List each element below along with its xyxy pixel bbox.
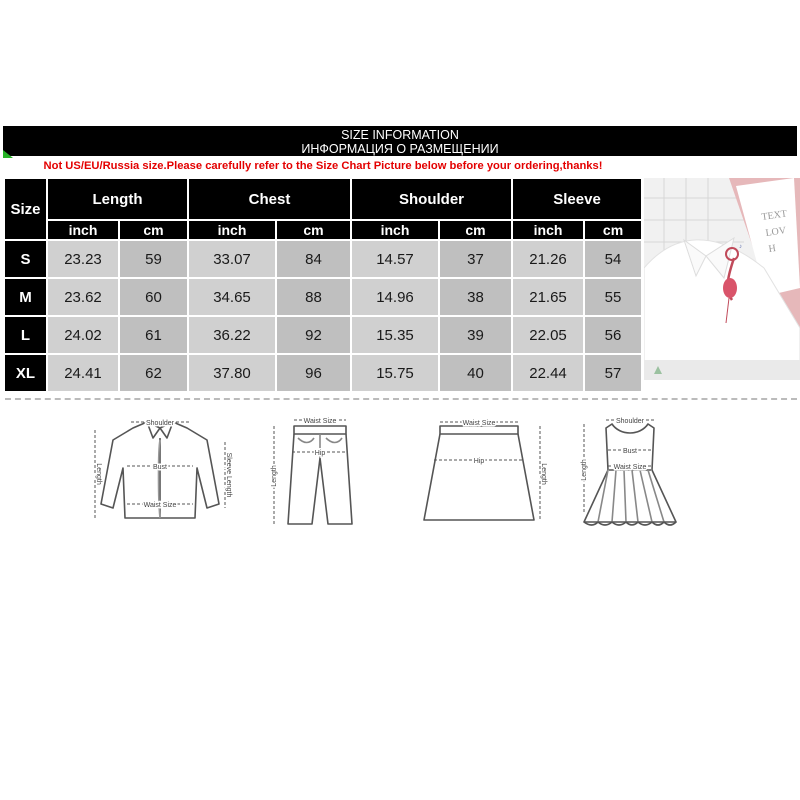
header-title-en: SIZE INFORMATION: [341, 128, 459, 142]
skirt-waist-label: Waist Size: [462, 420, 496, 427]
unit-header: cm: [119, 220, 188, 240]
table-cell: 60: [119, 278, 188, 316]
pants-diagram: [262, 412, 372, 532]
table-cell: 37: [439, 240, 512, 278]
table-cell: 24.41: [47, 354, 119, 392]
size-info-header: [3, 126, 797, 156]
sleeve-column-header: Sleeve: [512, 178, 642, 220]
table-cell: 23.23: [47, 240, 119, 278]
pants-length-label: Length: [271, 465, 278, 487]
chest-column-header: Chest: [188, 178, 351, 220]
unit-header: cm: [584, 220, 642, 240]
table-cell: 62: [119, 354, 188, 392]
table-cell: 96: [276, 354, 351, 392]
dress-waist-label: Waist Size: [613, 464, 647, 471]
shoulder-column-header: Shoulder: [351, 178, 512, 220]
table-cell: 22.05: [512, 316, 584, 354]
pants-waist-label: Waist Size: [303, 418, 337, 425]
shirt-waist-label: Waist Size: [143, 502, 177, 509]
table-cell: 14.96: [351, 278, 439, 316]
table-cell: 59: [119, 240, 188, 278]
table-cell: 40: [439, 354, 512, 392]
table-cell: 55: [584, 278, 642, 316]
table-unit-row: [4, 220, 642, 240]
dress-length-label: Length: [581, 459, 588, 481]
product-photo: [644, 178, 800, 380]
unit-header: inch: [188, 220, 276, 240]
table-row: [4, 240, 642, 278]
table-cell: 37.80: [188, 354, 276, 392]
skirt-length-label: Length: [540, 463, 547, 485]
skirt-hip-label: Hip: [473, 458, 485, 465]
table-cell: 88: [276, 278, 351, 316]
book-text: TEXT: [760, 208, 788, 223]
dress-bust-label: Bust: [622, 448, 638, 455]
shirt-bust-label: Bust: [152, 464, 168, 471]
table-cell: 57: [584, 354, 642, 392]
table-cell: 36.22: [188, 316, 276, 354]
table-header-row: [4, 178, 642, 220]
skirt-diagram: [410, 412, 550, 532]
table-row: [4, 316, 642, 354]
dress-diagram: [576, 412, 686, 532]
size-label: L: [4, 316, 47, 354]
length-column-header: Length: [47, 178, 188, 220]
table-row: [4, 278, 642, 316]
size-label: XL: [4, 354, 47, 392]
size-table: [3, 177, 643, 393]
table-cell: 24.02: [47, 316, 119, 354]
size-label: M: [4, 278, 47, 316]
table-cell: 22.44: [512, 354, 584, 392]
table-cell: 34.65: [188, 278, 276, 316]
table-cell: 15.35: [351, 316, 439, 354]
book-text: LOV: [764, 225, 787, 239]
pants-hip-label: Hip: [314, 450, 326, 457]
table-cell: 54: [584, 240, 642, 278]
table-cell: 56: [584, 316, 642, 354]
size-notice: Not US/EU/Russia size.Please carefully refer to the Size Chart Picture below before your ordering,thanks!: [43, 160, 603, 172]
shirt-shoulder-label: Shoulder: [145, 420, 175, 427]
table-cell: 21.26: [512, 240, 584, 278]
table-cell: 92: [276, 316, 351, 354]
table-cell: 61: [119, 316, 188, 354]
unit-header: cm: [276, 220, 351, 240]
dashed-divider: [5, 398, 797, 400]
unit-header: cm: [439, 220, 512, 240]
table-row: [4, 354, 642, 392]
book-text: H: [767, 243, 777, 255]
dress-shoulder-label: Shoulder: [615, 418, 645, 425]
unit-header: inch: [47, 220, 119, 240]
shirt-sleeve-label: Sleeve Length: [225, 452, 232, 498]
table-cell: 38: [439, 278, 512, 316]
table-cell: 39: [439, 316, 512, 354]
table-cell: 84: [276, 240, 351, 278]
table-cell: 21.65: [512, 278, 584, 316]
table-cell: 15.75: [351, 354, 439, 392]
header-title-ru: ИНФОРМАЦИЯ О РАЗМЕЩЕНИИ: [301, 142, 499, 156]
size-column-header: Size: [4, 178, 47, 240]
svg-text:♪: ♪: [739, 244, 742, 250]
table-cell: 14.57: [351, 240, 439, 278]
shirt-length-label: Length: [95, 463, 102, 485]
table-cell: 33.07: [188, 240, 276, 278]
unit-header: inch: [512, 220, 584, 240]
unit-header: inch: [351, 220, 439, 240]
size-label: S: [4, 240, 47, 278]
shirt-diagram: [85, 412, 235, 532]
table-cell: 23.62: [47, 278, 119, 316]
